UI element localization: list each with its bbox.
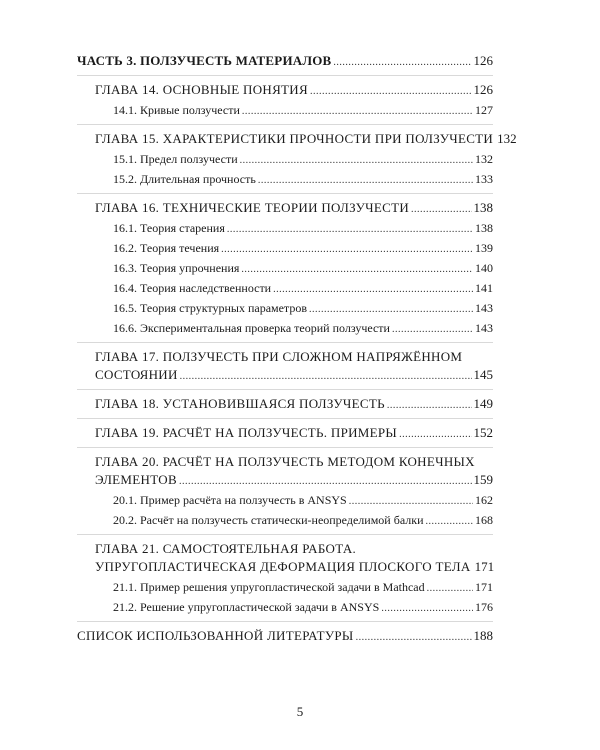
dot-leader [241,261,473,279]
dot-leader [349,493,473,511]
toc-entry-chapter-21[interactable] [77,558,493,578]
toc-entry-chapter-15[interactable] [77,130,517,150]
toc-entry-chapter-19[interactable] [77,424,493,444]
toc-entry-page: 138 [475,221,493,235]
toc-entry-chapter-17[interactable] [77,366,493,386]
toc-entry-title: 15.1. Предел ползучести [113,152,238,166]
toc-entry-title: 21.1. Пример решения упругопластической задачи в Mathcad [113,580,425,594]
toc-entry-section-16-5[interactable] [77,299,493,319]
dot-leader [309,301,473,319]
dot-leader [179,473,472,491]
toc-entry-part-3[interactable] [77,52,493,76]
dot-leader [180,368,472,386]
toc-entry-page: 171 [475,580,493,594]
dot-leader [242,103,473,121]
toc-entry-page: 152 [473,425,493,440]
toc-references [77,627,493,650]
toc-entry-chapter-20[interactable] [77,471,493,491]
toc-entry-title: ЧАСТЬ 3. ПОЛЗУЧЕСТЬ МАТЕРИАЛОВ [77,53,332,68]
dot-leader [392,321,473,339]
toc-entry-chapter-14[interactable] [77,81,493,101]
table-of-contents [77,52,517,655]
toc-entry-title: 14.1. Кривые ползучести [113,103,240,117]
toc-entry-section-14-1[interactable] [77,101,493,121]
toc-entry-title: 16.4. Теория наследственности [113,281,272,295]
toc-entry-title-line: ГЛАВА 21. САМОСТОЯТЕЛЬНАЯ РАБОТА. [95,541,357,556]
dot-leader [399,426,471,444]
toc-entry-section-21-2[interactable] [77,598,493,618]
toc-entry-page: 141 [475,281,493,295]
toc-entry-section-16-1[interactable] [77,219,493,239]
toc-entry-title-line: ГЛАВА 17. ПОЛЗУЧЕСТЬ ПРИ СЛОЖНОМ НАПРЯЖЁННОМ [95,349,463,364]
toc-entry-page: 132 [497,131,517,146]
toc-chapter-14 [77,81,493,125]
toc-entry-title: УПРУГОПЛАСТИЧЕСКАЯ ДЕФОРМАЦИЯ ПЛОСКОГО ТЕЛА [95,559,471,574]
dot-leader [273,281,473,299]
toc-chapter-21 [77,540,493,622]
dot-leader [227,221,473,239]
dot-leader [310,83,472,101]
toc-entry-section-15-2[interactable] [77,170,493,190]
toc-chapter-17 [77,348,493,390]
toc-entry-page: 138 [473,200,493,215]
dot-leader [356,629,472,647]
toc-entry-title: ГЛАВА 14. ОСНОВНЫЕ ПОНЯТИЯ [95,82,308,97]
toc-entry-title: 20.2. Расчёт на ползучесть статически-неопределимой балки [113,513,424,527]
dot-leader [221,241,473,259]
toc-entry-section-16-2[interactable] [77,239,493,259]
toc-entry-page: 133 [475,172,493,186]
toc-entry-chapter-16[interactable] [77,199,493,219]
toc-entry-page: 176 [475,600,493,614]
toc-entry-page: 143 [475,321,493,335]
toc-entry-title: 16.6. Экспериментальная проверка теорий ползучести [113,321,390,335]
toc-entry-title: ЭЛЕМЕНТОВ [95,472,177,487]
toc-entry-page: 132 [475,152,493,166]
toc-entry-page: 127 [475,103,493,117]
page-number: 5 [296,704,304,719]
toc-entry-title: 16.2. Теория течения [113,241,220,255]
toc-entry-section-15-1[interactable] [77,150,493,170]
toc-entry-references[interactable] [77,627,493,647]
dot-leader [333,54,471,72]
toc-chapter-15 [77,130,517,194]
toc-entry-title: 16.3. Теория упрочнения [113,261,240,275]
toc-entry-page: 149 [473,396,493,411]
toc-entry-section-16-6[interactable] [77,319,493,339]
dot-leader [240,152,473,170]
toc-entry-page: 126 [473,53,493,68]
toc-entry-title: 15.2. Длительная прочность [113,172,256,186]
toc-chapter-18 [77,395,493,419]
toc-entry-title: ГЛАВА 19. РАСЧЁТ НА ПОЛЗУЧЕСТЬ. ПРИМЕРЫ [95,425,398,440]
toc-entry-title: ГЛАВА 15. ХАРАКТЕРИСТИКИ ПРОЧНОСТИ ПРИ ПОЛЗУЧЕСТИ [95,131,494,146]
toc-entry-title: 21.2. Решение упругопластической задачи в ANSYS [113,600,380,614]
toc-entry-page: 162 [475,493,493,507]
toc-entry-page: 145 [473,367,493,382]
toc-entry-title-line: ГЛАВА 20. РАСЧЁТ НА ПОЛЗУЧЕСТЬ МЕТОДОМ КОНЕЧНЫХ [95,454,475,469]
toc-entry-page: 140 [475,261,493,275]
toc-entry-page: 139 [475,241,493,255]
toc-entry-page: 168 [475,513,493,527]
toc-entry-title: 16.1. Теория старения [113,221,225,235]
toc-entry-page: 171 [474,559,495,574]
dot-leader [387,397,472,415]
toc-entry-title: СОСТОЯНИИ [95,367,178,382]
toc-entry-title: СПИСОК ИСПОЛЬЗОВАННОЙ ЛИТЕРАТУРЫ [77,628,354,643]
toc-entry-section-16-4[interactable] [77,279,493,299]
toc-entry-section-21-1[interactable] [77,578,493,598]
toc-chapter-19 [77,424,493,448]
dot-leader [427,580,473,598]
toc-entry-title: ГЛАВА 16. ТЕХНИЧЕСКИЕ ТЕОРИИ ПОЛЗУЧЕСТИ [95,200,410,215]
toc-entry-title: ГЛАВА 18. УСТАНОВИВШАЯСЯ ПОЛЗУЧЕСТЬ [95,396,385,411]
toc-entry-section-16-3[interactable] [77,259,493,279]
toc-entry-page: 159 [473,472,493,487]
toc-entry-title: 20.1. Пример расчёта на ползучесть в ANSYS [113,493,347,507]
toc-entry-page: 143 [475,301,493,315]
toc-entry-page: 126 [473,82,493,97]
toc-entry-section-20-2[interactable] [77,511,493,531]
toc-entry-section-20-1[interactable] [77,491,493,511]
dot-leader [258,172,473,190]
dot-leader [411,201,471,219]
toc-chapter-16 [77,199,493,343]
toc-entry-chapter-18[interactable] [77,395,493,415]
dot-leader [426,513,474,531]
toc-entry-title: 16.5. Теория структурных параметров [113,301,307,315]
dot-leader [381,600,473,618]
toc-entry-page: 188 [473,628,493,643]
toc-chapter-20 [77,453,493,535]
